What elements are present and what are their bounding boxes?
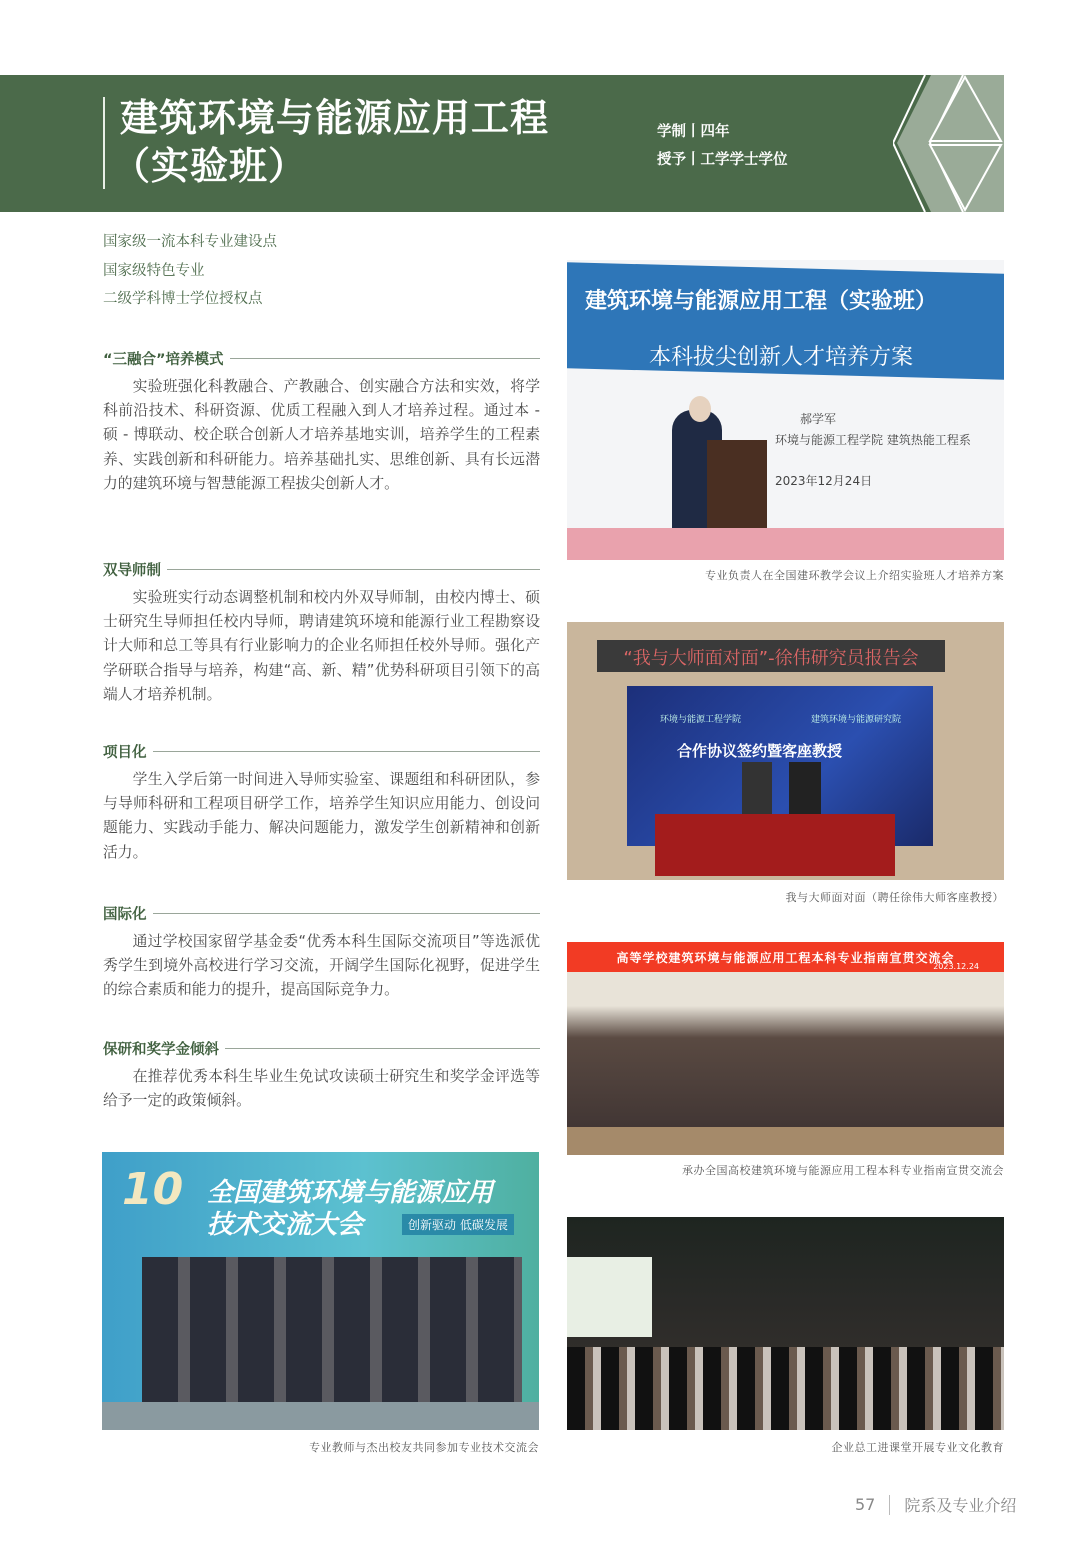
- divider: [153, 751, 541, 752]
- photo-text: 建筑环境与能源研究院: [811, 715, 902, 725]
- photo-caption: 我与大师面对面（聘任徐伟大师客座教授）: [785, 891, 1004, 904]
- decorative-chevron-graphic: [893, 75, 1004, 212]
- photo-text: 2023年12月24日: [775, 474, 873, 488]
- page-title: [112, 94, 550, 190]
- section-three-integration: [103, 347, 540, 496]
- photo-text: 郝学军: [800, 412, 837, 426]
- section-body: 实验班强化科教融合、产教融合、创实融合方法和实效，将学科前沿技术、科研资源、优质工程融入到人才培养过程。通过本 - 硕 - 博联动、校企联合创新人才培养基地实训，培养学生的工程素养、实践创新和科研能力。培养基础扎实、思维创新、具有长远潜力的建筑环境与智慧能源工程拔尖创新人才。: [103, 378, 540, 492]
- section-body: 学生入学后第一时间进入导师实验室、课题组和科研团队，参与导师科研和工程项目研学工作，培养学生知识应用能力、创设问题能力、实践动手能力、解决问题能力，激发学生创新精神和创新活力。: [103, 771, 540, 861]
- divider: [230, 358, 540, 359]
- photo-classroom: [567, 1217, 1004, 1430]
- divider: [153, 913, 541, 914]
- photo-text: 创新驱动 低碳发展: [402, 1214, 514, 1235]
- footer-section-title: 院系及专业介绍: [904, 1496, 1017, 1515]
- degree: 授予丨工学学士学位: [657, 152, 788, 168]
- section-scholarship: [103, 1037, 540, 1113]
- photo-caption: 企业总工进课堂开展专业文化教育: [831, 1441, 1004, 1454]
- honor-item: 国家级特色专业: [103, 262, 205, 279]
- photo-caption: 专业负责人在全国建环教学会议上介绍实验班人才培养方案: [705, 569, 1004, 582]
- photo-text: 合作协议签约暨客座教授: [677, 742, 843, 760]
- photo-text: 全国建筑环境与能源应用: [207, 1178, 494, 1208]
- title-line-2: （实验班）: [112, 144, 308, 188]
- honor-item: 二级学科博士学位授权点: [103, 291, 263, 307]
- footer-divider: [889, 1495, 890, 1515]
- honor-item: 国家级一流本科专业建设点: [103, 234, 277, 250]
- title-divider: [103, 97, 105, 189]
- divider: [225, 1048, 540, 1049]
- section-project-based: [103, 740, 540, 865]
- photo-text: 环境与能源工程学院 建筑热能工程系: [775, 433, 971, 447]
- photo-caption: 承办全国高校建筑环境与能源应用工程本科专业指南宣贯交流会: [682, 1164, 1004, 1177]
- photo-text: “我与大师面对面”-徐伟研究员报告会: [623, 648, 919, 669]
- page-number: 57: [855, 1495, 876, 1514]
- section-international: [103, 902, 540, 1003]
- section-heading: 项目化: [103, 744, 147, 761]
- section-heading: 国际化: [103, 906, 147, 923]
- photo-group: [567, 942, 1004, 1155]
- photo-signing: [567, 622, 1004, 880]
- photo-text: 环境与能源工程学院: [660, 715, 742, 725]
- photo-text: 建筑环境与能源应用工程（实验班）: [585, 289, 938, 314]
- page-footer: [855, 1493, 1016, 1516]
- title-line-1: 建筑环境与能源应用工程: [120, 96, 550, 140]
- section-body: 在推荐优秀本科生毕业生免试攻读硕士研究生和奖学金评选等给予一定的政策倾斜。: [103, 1068, 540, 1110]
- photo-lecture: [567, 260, 1004, 560]
- section-dual-mentor: [103, 558, 540, 707]
- photo-text: 本科拔尖创新人才培养方案: [649, 345, 914, 370]
- photo-text: 技术交流大会: [207, 1210, 364, 1240]
- photo-conference: [102, 1152, 539, 1430]
- duration: 学制丨四年: [657, 124, 730, 140]
- photo-text: 高等学校建筑环境与能源应用工程本科专业指南宣贯交流会: [616, 951, 955, 965]
- section-heading: 双导师制: [103, 562, 161, 579]
- divider: [167, 569, 540, 570]
- program-meta: [657, 118, 788, 174]
- section-heading: “三融合”培养模式: [103, 351, 224, 368]
- program-honors: [103, 228, 277, 314]
- section-body: 实验班实行动态调整机制和校内外双导师制，由校内博士、硕士研究生导师担任校内导师，聘请建筑环境和能源行业工程勘察设计大师和总工等具有行业影响力的企业名师担任校外导师。强化产学研联合指导与培养，构建“高、新、精”优势科研项目引领下的高端人才培养机制。: [103, 589, 540, 703]
- photo-text: 10: [122, 1164, 184, 1215]
- section-body: 通过学校国家留学基金委“优秀本科生国际交流项目”等选派优秀学生到境外高校进行学习交流，开阔学生国际化视野，促进学生的综合素质和能力的提升，提高国际竞争力。: [103, 933, 540, 999]
- photo-caption: 专业教师与杰出校友共同参加专业技术交流会: [309, 1441, 539, 1454]
- photo-text: 2023.12.24: [933, 962, 979, 971]
- section-heading: 保研和奖学金倾斜: [103, 1041, 219, 1058]
